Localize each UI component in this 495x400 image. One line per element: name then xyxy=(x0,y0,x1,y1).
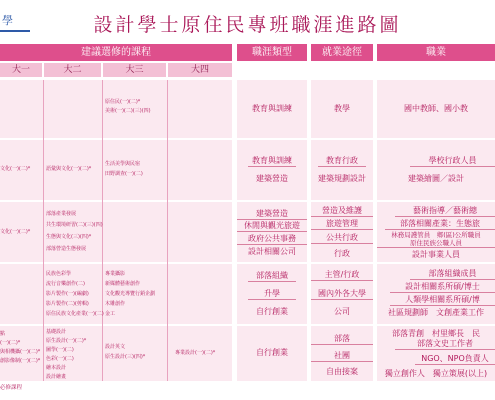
job-r5-1: 部落文史工作者 xyxy=(395,338,495,350)
course-r1-y3-0: 原住民(一)(二)* xyxy=(105,99,141,105)
route-r4-1: 國內外各大學 xyxy=(311,288,373,300)
course-r5-y2-2: 圖學(一)(二) xyxy=(46,347,74,353)
header-employment: 就業途徑 xyxy=(311,44,373,61)
year-header-4: 大四 xyxy=(168,63,232,77)
field-r3-2: 政府公共事務 xyxy=(237,233,307,245)
course-r5-y1-0: 點 xyxy=(0,331,6,337)
field-r4-2: 自行創業 xyxy=(256,307,288,316)
course-r3-y2-3: 部落營造生態發展 xyxy=(46,246,87,252)
job-r5-2: NGO、NPO負責人 xyxy=(415,353,495,365)
course-r2-y2-0: 語彙與文化(一)(二)* xyxy=(46,166,92,172)
route-r3-0: 營造及維護 xyxy=(311,205,373,217)
divider-y1 xyxy=(43,80,44,381)
job-r3-1: 部落相關產業：生態旅 xyxy=(385,218,495,230)
divider-y2 xyxy=(102,80,103,381)
job-r2-1: 建築繪圖／設計 xyxy=(408,174,464,183)
job-r4-2: 人類學相關系所碩/博 xyxy=(390,294,495,306)
footer-note: 必修課程 xyxy=(0,385,23,391)
divider-y3 xyxy=(167,80,168,381)
job-r3-3: 原住民族公職人員 xyxy=(377,239,495,248)
job-r2-0: 學校行政人員 xyxy=(410,155,495,167)
year-header-1: 大一 xyxy=(0,63,42,77)
course-r5-y1-2: 與相機攝(一)(二)* xyxy=(0,349,41,355)
year-header-2: 大二 xyxy=(44,63,101,77)
page-title: 設計學士原住民專班職涯進路圖 xyxy=(93,14,402,36)
field-r1-0: 教育與訓練 xyxy=(252,104,292,113)
course-r5-y1-3: 創影像制(一)(二)* xyxy=(0,358,41,364)
route-r3-1: 旅遊管理 xyxy=(311,218,373,230)
field-r2-1: 建築營造 xyxy=(256,174,288,183)
field-r5-0: 自行創業 xyxy=(256,348,288,357)
course-r5-y2-0: 基礎設計 xyxy=(46,329,67,335)
field-r4-1: 升學 xyxy=(248,288,296,300)
course-r5-y2-3: 色彩(一)(二) xyxy=(46,356,74,362)
route-r4-0: 主管/行政 xyxy=(311,269,373,281)
course-r2-y3-0: 生活美學與民宿 xyxy=(105,161,141,167)
field-r4-0: 部落組織 xyxy=(248,270,296,282)
course-r5-y3-0: 設計英文 xyxy=(105,344,126,350)
course-r1-y3-1: 美術(一)(二)(三)(四) xyxy=(105,108,151,114)
course-r5-y2-4: 繪本設計 xyxy=(46,365,67,371)
course-r5-y3-1: 原生設計(三)(四)* xyxy=(105,354,146,360)
year-header-3: 大三 xyxy=(103,63,166,77)
route-cell-2 xyxy=(311,140,373,200)
route-r4-2: 公司 xyxy=(334,307,350,316)
course-r4-y2-3: 影片製作(二)(剪輯) xyxy=(46,301,89,307)
course-r5-y4-0: 專業設計(一)(二)* xyxy=(175,350,216,356)
job-cell-2 xyxy=(377,140,495,200)
field-r2-0: 教育與訓練 xyxy=(248,155,296,167)
field-r3-1: 休閒與觀光旅遊 xyxy=(237,220,307,232)
course-r4-y3-2: 文化觀光導覽行銷企劃 xyxy=(105,291,156,297)
field-cell-2 xyxy=(237,140,307,200)
job-r3-2: 林務局護管員 鄉(區)公所職員 xyxy=(391,231,481,239)
row-bg-3 xyxy=(0,202,232,262)
job-r5-0: 部落青創 村里鄉長 民 xyxy=(392,329,480,338)
course-r2-y3-1: 田野調查(一)(二) xyxy=(105,171,143,177)
course-r3-y2-0: 部落產業發展 xyxy=(46,211,77,217)
course-r3-y2-1: 共生環境研習(二)(三)(四) xyxy=(46,222,103,228)
course-r4-y3-3: 木雕創作 xyxy=(105,301,126,307)
job-r5-3: 獨立創作人 獨立策展(以上) xyxy=(384,369,488,378)
course-r2-y1-0: 文化(一)(二)* xyxy=(0,166,31,172)
job-r4-3: 社區規劃師 文創產業工作 xyxy=(388,308,484,317)
route-r3-2: 公共行政 xyxy=(311,232,373,244)
route-r2-1: 建築規劃設計 xyxy=(318,174,366,183)
job-r3-4: 設計事業人員 xyxy=(412,250,460,259)
route-r5-1: 社團 xyxy=(311,350,373,362)
course-r4-y2-0: 民族色彩學 xyxy=(46,271,72,277)
course-r5-y1-1: (一)(二)* xyxy=(0,340,21,346)
course-r4-y2-4: 原住民族文化產業(一)(二) xyxy=(46,311,104,317)
route-r5-2: 自由接案 xyxy=(326,367,358,376)
course-r5-y2-1: 原生設計(一)(二)* xyxy=(46,338,87,344)
route-r3-3: 行政 xyxy=(334,249,350,258)
route-r2-0: 教育行政 xyxy=(318,155,366,167)
course-r4-y2-1: 流行音樂創作(二) xyxy=(46,281,85,287)
header-courses: 建議選修的課程 xyxy=(0,44,232,61)
course-r4-y3-4: 金工 xyxy=(105,311,116,317)
route-r5-0: 部落 xyxy=(311,333,373,345)
header-job: 職業 xyxy=(377,44,495,61)
job-r4-1: 設計相關系所碩/博士 xyxy=(390,281,495,293)
course-r4-y2-2: 影片製作(一)(編劇) xyxy=(46,291,89,297)
course-r5-y2-5: 設計繪畫 xyxy=(46,374,67,380)
job-r4-0: 部落組織成員 xyxy=(410,268,495,280)
field-r3-3: 設計相關公司 xyxy=(248,247,296,256)
course-r4-y3-0: 專業攝影 xyxy=(105,271,126,277)
course-r4-y3-1: 新媒體藝術創作 xyxy=(105,281,141,287)
route-r1-0: 教學 xyxy=(334,104,350,113)
job-r1-0: 國中教師、國小教 xyxy=(404,104,468,113)
job-r3-0: 藝術指導／藝術總 xyxy=(395,205,495,217)
course-r3-y2-2: 生態與文化(三)(四)* xyxy=(46,234,92,240)
field-r3-0: 建築營造 xyxy=(237,208,307,220)
logo-text: 學 xyxy=(2,14,13,27)
header-field-type: 職涯類型 xyxy=(237,44,307,61)
course-r3-y1-0: 文化(一)(二)* xyxy=(0,229,31,235)
